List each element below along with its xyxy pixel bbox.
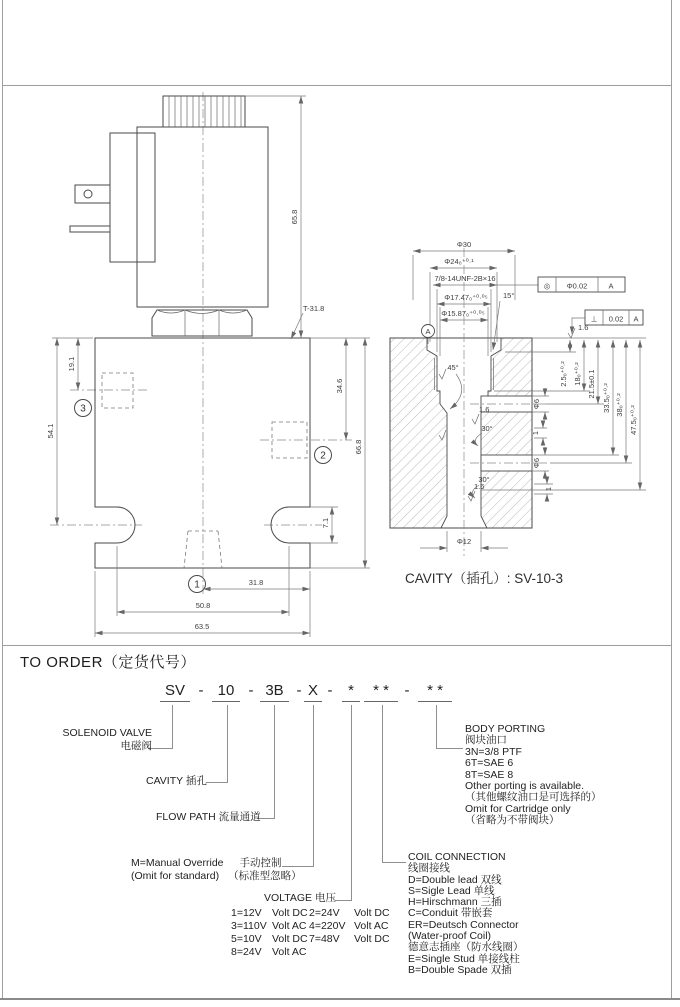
dim-label-phi30: Φ30 xyxy=(456,240,472,249)
gdt-concentricity-frame xyxy=(538,277,625,292)
dim-label-7-1: 7.1 xyxy=(321,517,330,529)
dim-label-depth-2-5: 2.5₀⁺⁰·² xyxy=(559,361,568,387)
finish-value-bottom: 1.6 xyxy=(474,482,485,491)
code-segment-star-star-1: * * xyxy=(364,682,398,702)
voltage-options-table: 1=12V Volt DC 2=24V Volt DC 3=110V Volt AC 4=220V Volt AC 5=10V Volt DC 7=48V Volt DC 8=24V Volt AC xyxy=(231,907,390,958)
dim-label-angle30a: 30° xyxy=(481,424,493,433)
dim-label-phi15-87: Φ15.87₀⁺⁰·⁰⁵ xyxy=(441,309,485,318)
dim-label-34-6: 34.6 xyxy=(335,378,344,394)
port-1-number: 1 xyxy=(194,579,200,591)
label-voltage-title: VOLTAGE 电压 xyxy=(264,892,336,904)
frame-bottom-rule xyxy=(0,998,680,1000)
dim-label-angle15: 15° xyxy=(503,291,515,300)
coil-connection-options: COIL CONNECTION 线圈接线 D=Double lead 双线 S=Sigle Lead 单线 H=Hirschmann 三插 C=Conduit 带嵌套 ER=Deutsch Connector (Water-proof Coil) 德意志插座（防水线圈） E=Single Stud 单接线柱 B=Double Spade 双插 xyxy=(408,851,524,976)
label-flow-path: FLOW PATH 流量通道 xyxy=(156,811,261,823)
dim-label-t-31-8: T-31.8 xyxy=(303,304,325,313)
hidden-port-lines xyxy=(102,373,307,568)
dim-label-31-8: 31.8 xyxy=(248,578,264,587)
port-2-number: 2 xyxy=(320,450,326,462)
dim-label-angle30b: 30° xyxy=(478,475,490,484)
finish-value-top: 1.6 xyxy=(578,323,589,332)
label-cavity: CAVITY 插孔 xyxy=(146,775,207,787)
dim-label-50-8: 50.8 xyxy=(195,601,211,610)
code-dash-1: - xyxy=(198,682,204,699)
dim-label-66-8: 66.8 xyxy=(354,439,363,455)
code-dash-4: - xyxy=(327,682,333,699)
code-segment-star-star-2: * * xyxy=(418,682,452,702)
code-dash-5: - xyxy=(404,682,410,699)
label-solenoid-valve-cn: 电磁阀 xyxy=(120,740,152,752)
gdt-concentricity-symbol: ◎ xyxy=(543,281,551,291)
dim-label-thread: 7/8-14UNF-2B×16 xyxy=(434,274,496,283)
coil-adjust-knob xyxy=(163,96,245,127)
finish-value-mid: 1.6 xyxy=(479,405,490,414)
valve-dimension-lines xyxy=(52,96,370,637)
dim-label-1b: 1 xyxy=(544,486,553,492)
label-manual-override-line1: M=Manual Override 手动控制 xyxy=(131,857,282,869)
valve-side-view-drawing xyxy=(46,92,370,637)
cavity-caption: CAVITY（插孔）: SV-10-3 xyxy=(405,571,564,586)
code-dash-2: - xyxy=(248,682,254,699)
label-manual-override-line2: (Omit for standard) （标准型忽略） xyxy=(131,870,302,882)
dim-label-19-1: 19.1 xyxy=(67,356,76,372)
hex-nut xyxy=(152,310,252,336)
order-section-title: TO ORDER（定货代号） xyxy=(20,654,196,671)
dim-label-phi6b: Φ6 xyxy=(532,457,541,469)
dim-label-phi12: Φ12 xyxy=(456,537,472,546)
dim-label-depth-21-5: 21.5±0.1 xyxy=(587,369,596,399)
dim-label-phi6a: Φ6 xyxy=(532,398,541,410)
technical-drawing-canvas xyxy=(0,85,680,645)
code-segment-3b: 3B xyxy=(260,682,289,702)
dim-label-depth-47-5: 47.5₀⁺⁰·² xyxy=(629,405,638,435)
dim-label-54-1: 54.1 xyxy=(46,423,55,439)
frame-middle-rule xyxy=(2,645,672,646)
cavity-section-drawing xyxy=(390,240,646,586)
gdt-perpendicularity-datum: A xyxy=(633,314,639,324)
gdt-concentricity-datum: A xyxy=(608,281,614,291)
dim-label-depth-38: 38₀⁺⁰·² xyxy=(615,393,624,417)
dim-label-depth-33-5: 33.5₀⁺⁰·² xyxy=(602,383,611,413)
dim-label-depth-18: 18₀⁺⁰·² xyxy=(573,362,582,386)
datum-a-letter: A xyxy=(425,327,431,336)
code-segment-star: * xyxy=(342,682,360,702)
dim-label-63-5: 63.5 xyxy=(194,622,210,631)
code-segment-10: 10 xyxy=(212,682,240,702)
code-segment-sv: SV xyxy=(160,682,190,702)
label-solenoid-valve-en: SOLENOID VALVE xyxy=(62,727,152,739)
coil-connector xyxy=(70,133,155,262)
dim-label-phi24: Φ24₀⁺⁰·¹ xyxy=(444,257,474,266)
dim-label-phi17-47: Φ17.47₀⁺⁰·⁰⁵ xyxy=(444,293,488,302)
dim-label-1a: 1 xyxy=(531,430,540,436)
code-segment-x: X xyxy=(304,682,322,702)
gdt-perpendicularity-symbol: ⊥ xyxy=(590,314,598,324)
dim-label-angle45: 45° xyxy=(447,363,459,372)
port-3-number: 3 xyxy=(80,403,86,415)
dim-label-65-8: 65.8 xyxy=(290,209,299,225)
gdt-concentricity-tolerance: Φ0.02 xyxy=(566,281,588,291)
coil-body xyxy=(137,127,268,307)
valve-body-outline xyxy=(95,338,310,568)
gdt-perpendicularity-tolerance: 0.02 xyxy=(608,314,624,324)
body-porting-options: BODY PORTING 阀块油口 3N=3/8 PTF 6T=SAE 6 8T=SAE 8 Other porting is available. （其他螺纹油口是可选择的） Omit for Cartridge only （省略为不带阀块） xyxy=(465,723,602,827)
code-dash-3: - xyxy=(296,682,302,699)
